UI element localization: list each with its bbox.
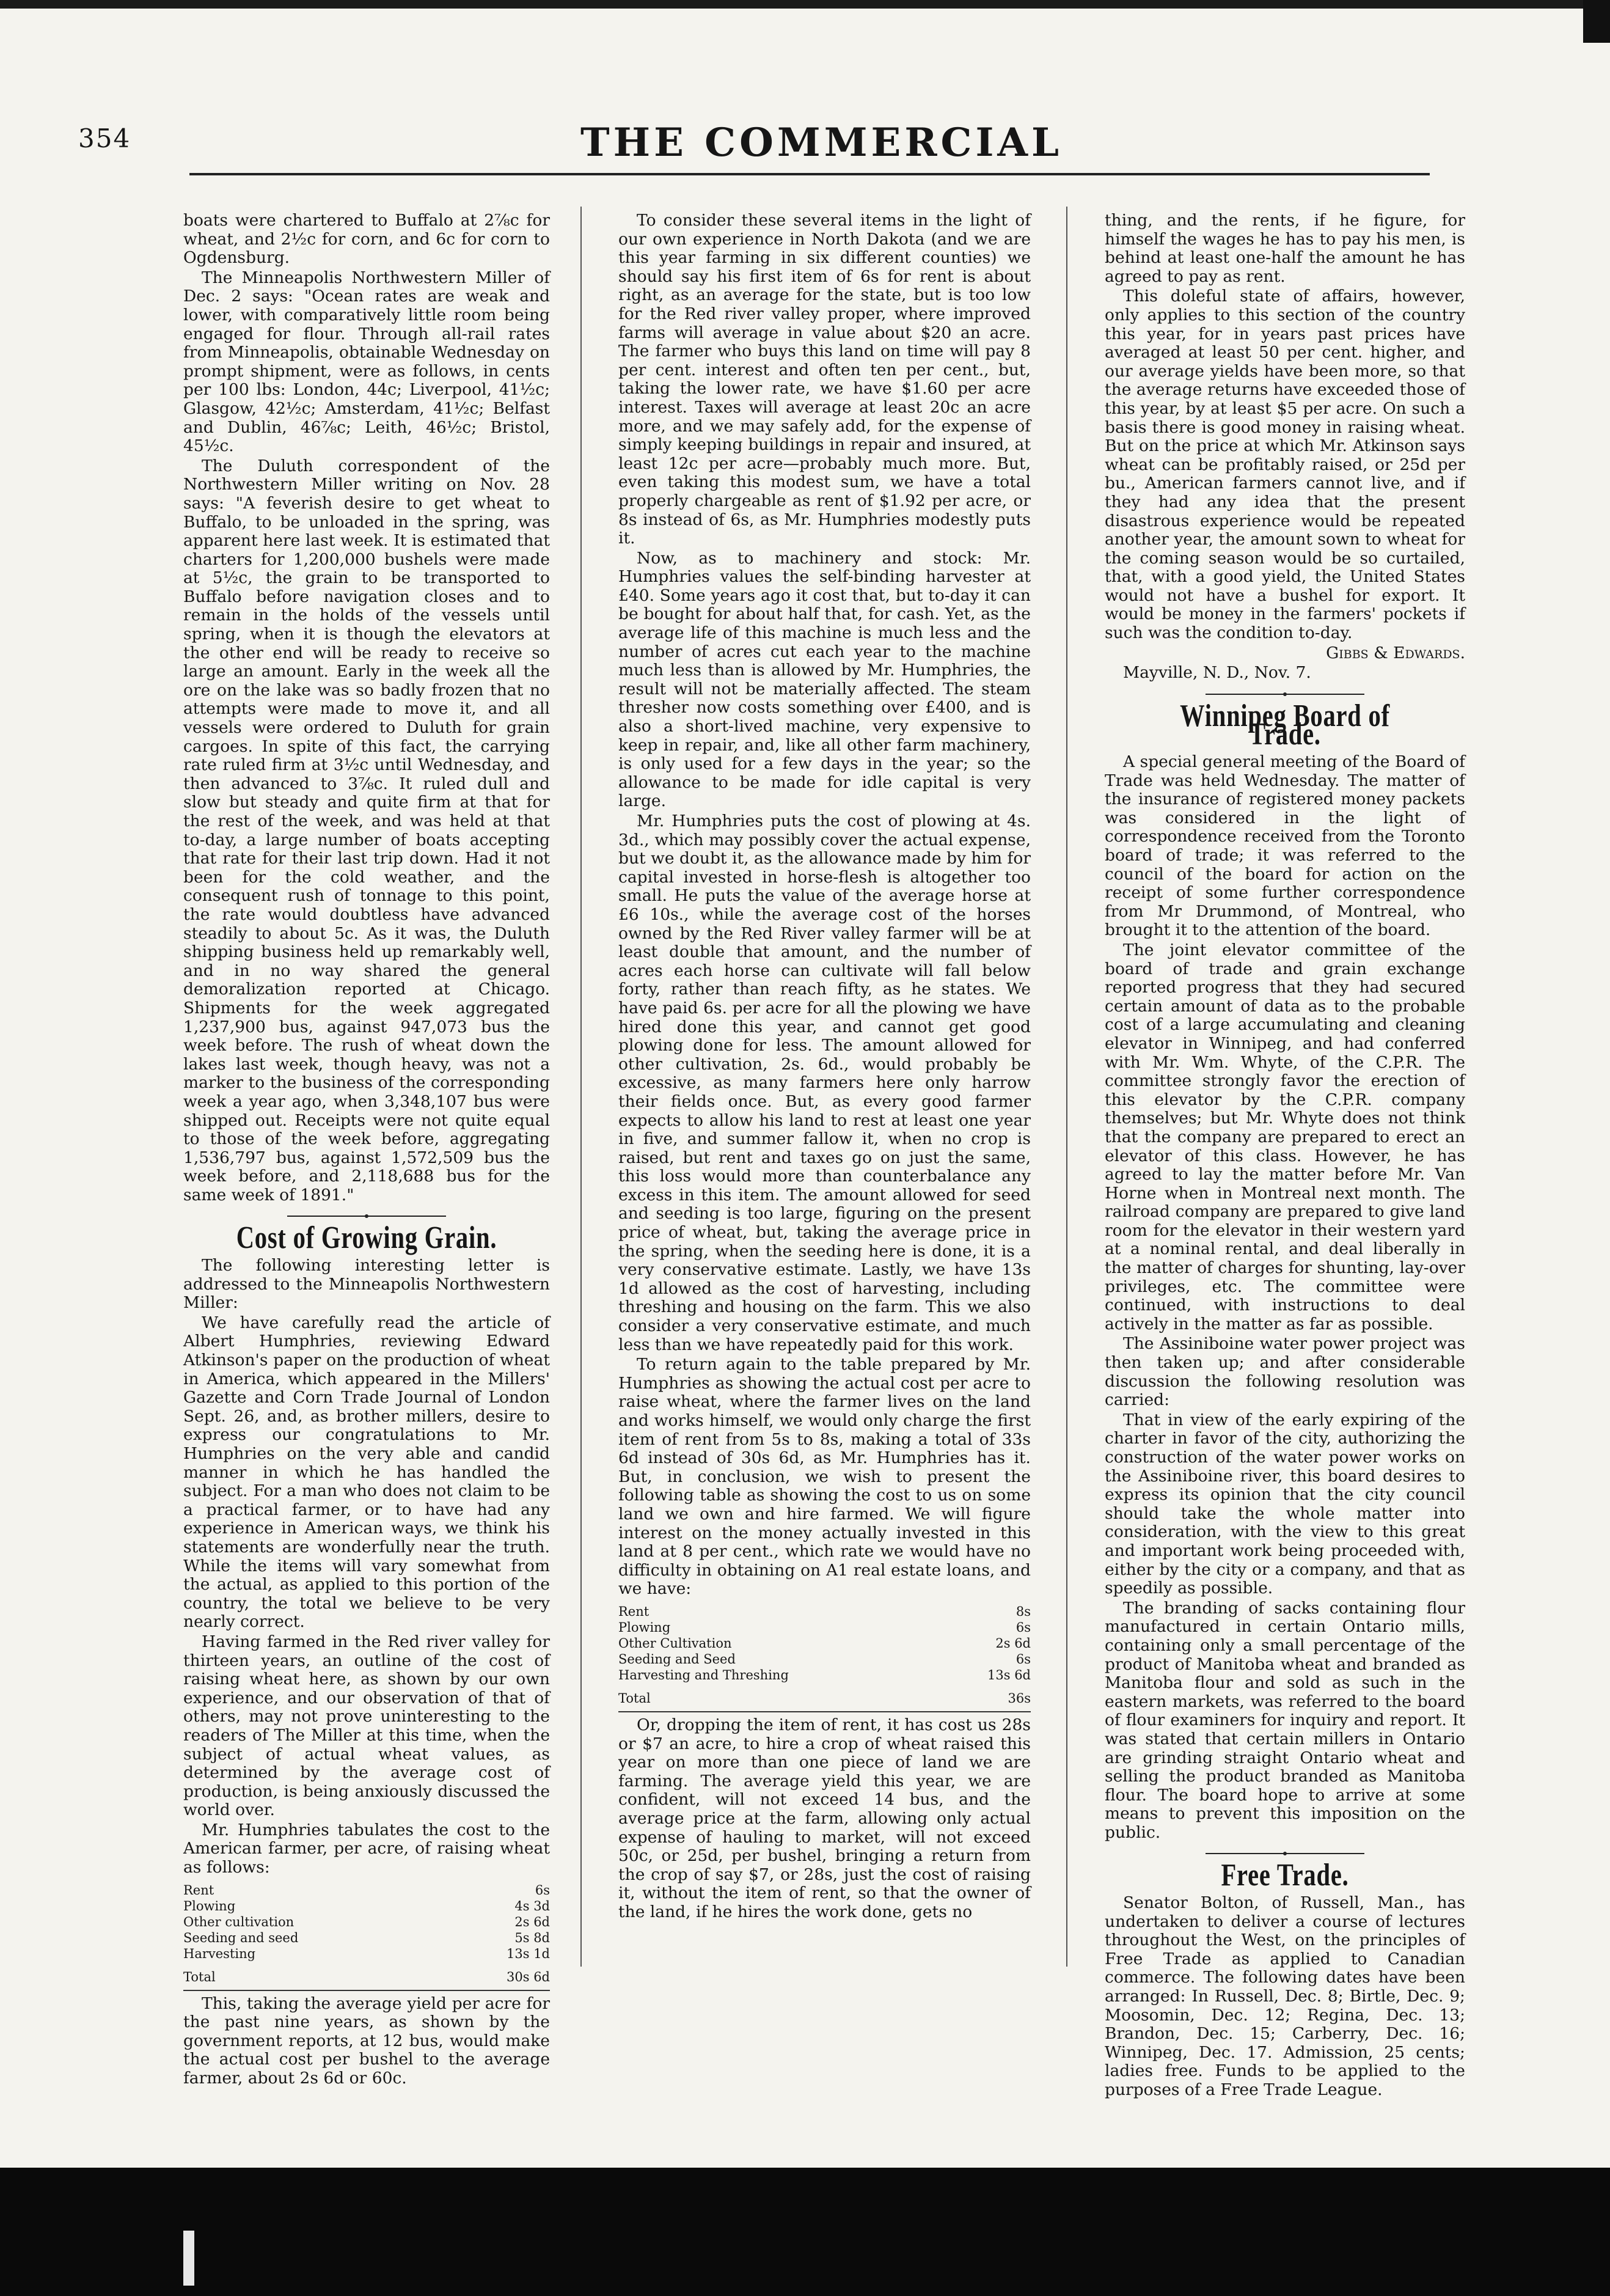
article-paragraph: The following interesting letter is addressed to the Minneapolis Northwestern Miller: [183, 1256, 550, 1313]
article-paragraph: The Assiniboine water power project was then taken up; and after considerable discussion the following resolution was carried: [1105, 1334, 1465, 1410]
scan-edge-top [0, 0, 1610, 9]
section-divider [287, 1214, 446, 1218]
article-paragraph: Having farmed in the Red river valley for thirteen years, an outline of the cost of raising wheat here, as shown by our own experience, and our observation of that of others, may not prove uninteresting to the readers of The Miller at this time, when the subject of actual wheat values, as determined by the average cost of production, is being anxiously discussed the world over. [183, 1632, 550, 1820]
article-paragraph: The branding of sacks containing flour manufactured in certain Ontario mills, containing only a small percentage of the product of Manitoba wheat and branded as Manitoba flour and sold as such in the eastern markets, was referred to the board of flour examiners for inquiry and report. It was stated that certain millers in Ontario are grinding straight Ontario wheat and selling the product branded as Manitoba flour. The board hope to arrive at some means to prevent this imposition on the public. [1105, 1598, 1465, 1842]
article-paragraph: A special general meeting of the Board of Trade was held Wednesday. The matter of the insurance of registered money packets was considered in the light of correspondence received from the Toronto board of trade; it was referred to the council of the board for action on the receipt of some further correspondence from Mr Drummond, of Montreal, who brought it to the attention of the board. [1105, 752, 1465, 940]
article-paragraph: To return again to the table prepared by Mr. Humphries as showing the actual cost per acre to raise wheat, where the farmer lives on the land and works himself, we would only charge the first item of rent from 5s to 8s, making a total of 33s 6d instead of 30s 6d, as Mr. Humphries has it. But, in conclusion, we wish to present the following table as showing the cost to us on some land we own and hire farmed. We will figure interest on the money actually invested in this land at 8 per cent., which rate we would have no difficulty in obtaining on A1 real estate loans, and we have: [618, 1355, 1031, 1599]
cost-table-north-dakota [618, 1604, 1031, 1706]
scan-corner-mark [1583, 0, 1610, 43]
table-label: Other cultivation [183, 1914, 295, 1929]
column-two [618, 211, 1031, 1923]
table-row [183, 1882, 550, 1898]
article-paragraph: Mr. Humphries tabulates the cost to the American farmer, per acre, of raising wheat as follows: [183, 1820, 550, 1877]
letter-signature: Gibbs & Edwards. [1326, 643, 1465, 662]
article-paragraph: The Minneapolis Northwestern Miller of Dec. 2 says: "Ocean rates are weak and lower, with comparatively little room being engaged for flour. Through all-rail rates from Minneapolis, obtainable Wednesday on prompt shipment, were as follows, in cents per 100 lbs: London, 44c; Liverpool, 41½c; Glasgow, 42½c; Amsterdam, 41½c; Belfast and Dublin, 46⅞c; Leith, 46½c; Bristol, 45½c. [183, 268, 550, 456]
table-row [618, 1604, 1031, 1619]
heading-winnipeg-board-of-trade: Winnipeg Board of Trade. [1180, 698, 1390, 752]
table-rule [183, 1990, 550, 1991]
table-rule [618, 1711, 1031, 1712]
section-divider [1206, 1852, 1364, 1855]
header-rule [189, 173, 1430, 175]
table-label: Seeding and Seed [618, 1651, 736, 1667]
table-row [618, 1667, 1031, 1683]
heading-free-trade: Free Trade. [1221, 1858, 1349, 1893]
article-paragraph: boats were chartered to Buffalo at 2⅞c for wheat, and 2½c for corn, and 6c for corn to Ogdensburg. [183, 211, 550, 268]
table-total-label: Total [618, 1690, 651, 1706]
table-value: 8s [1015, 1604, 1031, 1619]
article-paragraph: To consider these several items in the light of our own experience in North Dakota (and we are this year farming in six different counties) we should say his first item of 6s for rent is about right, as an average for the state, but is too low for the Red river valley proper, where improved farms will average in value about $20 an acre. The farmer who buys this land on time will pay 8 per cent. interest and often ten per cent., but, taking the lower rate, we have $1.60 per acre interest. Taxes will average at least 20c an acre more, and we may safely add, for the expense of simply keeping buildings in repair and insured, at least 12c per acre—probably much more. But, even taking this modest sum, we have a total properly chargeable as rent of $1.92 per acre, or 8s instead of 6s, as Mr. Humphries modestly puts it. [618, 211, 1031, 548]
column-rule-left [580, 207, 582, 1967]
table-value: 5s 8d [514, 1930, 550, 1945]
heading-cost-of-growing-grain: Cost of Growing Grain. [236, 1220, 497, 1256]
article-paragraph: thing, and the rents, if he figure, for himself the wages he has to pay his men, is behind at least one-half the amount he has agreed to pay as rent. [1105, 211, 1465, 286]
table-value: 13s 1d [507, 1946, 550, 1961]
article-paragraph: Or, dropping the item of rent, it has cost us 28s or $7 an acre, to hire a crop of wheat raised this year on more than one piece of land we are farming. The average yield this year, we are confident, will not exceed 14 bus, and the average price at the farm, allowing only actual expense of hauling to market, will not exceed 50c, or 25d, per bushel, bringing a return from the crop of say $7, or 28s, just the cost of raising it, without the item of rent, so that the owner of the land, if he hires the work done, gets no [618, 1715, 1031, 1921]
table-row [183, 1914, 550, 1930]
table-row [183, 1946, 550, 1962]
scan-edge-bottom [0, 2168, 1610, 2296]
table-label: Seeding and seed [183, 1930, 299, 1945]
table-row [618, 1619, 1031, 1635]
article-paragraph: Mr. Humphries puts the cost of plowing at 4s. 3d., which may possibly cover the actual expense, but we doubt it, as the allowance made by him for capital invested in horse-flesh is altogether too small. He puts the value of the average horse at £6 10s., while the average cost of the horses owned by the Red River valley farmer will be at least double that amount, and the number of acres each horse can cultivate will fall below forty, rather than reach fifty, as he states. We have paid 6s. per acre for all the plowing we have hired done this year, and cannot get good plowing done for less. The amount allowed for other cultivation, 2s. 6d., would probably be excessive, as many farmers here only harrow their fields once. But, as every good farmer expects to allow his land to rest at least one year in five, and summer fallow it, when no crop is raised, but rent and taxes go on just the same, this loss would more than counterbalance any excess in this item. The amount allowed for seed and seeding is too large, figuring on the present price of wheat, but, taking the average price in the spring, when the seeding here is done, it is a very conservative estimate. Lastly, we have 13s 1d allowed as the cost of harvesting, including threshing and housing on the farm. This we also consider a very conservative estimate, and much less than we have repeatedly paid for this work. [618, 812, 1031, 1354]
column-one [183, 211, 550, 2089]
column-rule-right [1066, 207, 1067, 1967]
table-value: 2s 6d [995, 1635, 1031, 1651]
masthead-title: THE COMMERCIAL [580, 120, 1063, 166]
table-label: Plowing [618, 1619, 671, 1635]
article-paragraph: We have carefully read the article of Albert Humphries, reviewing Edward Atkinson's paper on the production of wheat in America, which appeared in the Millers' Gazette and Corn Trade Journal of London Sept. 26, and, as brother millers, desire to express our congratulations to Mr. Humphries on the very able and candid manner in which he has handled the subject. For a man who does not claim to be a practical farmer, or to have had any experience in American ways, we think his statements are wonderfully near the truth. While the items will vary somewhat from the actual, as applied to this portion of the country, the total we believe to be very nearly correct. [183, 1313, 550, 1632]
table-total-value: 30s 6d [507, 1969, 550, 1984]
table-value: 2s 6d [514, 1914, 550, 1929]
table-label: Rent [618, 1604, 649, 1619]
table-row [183, 1898, 550, 1914]
table-row [618, 1635, 1031, 1651]
table-label: Harvesting and Threshing [618, 1667, 789, 1682]
page-number: 354 [78, 123, 131, 153]
article-paragraph: Senator Bolton, of Russell, Man., has undertaken to deliver a course of lectures throughout the West, on the principles of Free Trade as applied to Canadian commerce. The following dates have been arranged: In Russell, Dec. 8; Birtle, Dec. 9; Moosomin, Dec. 12; Regina, Dec. 13; Brandon, Dec. 15; Carberry, Dec. 16; Winnipeg, Dec. 17. Admission, 25 cents; ladies free. Funds to be applied to the purposes of a Free Trade League. [1105, 1893, 1465, 2099]
table-row [618, 1651, 1031, 1667]
table-label: Plowing [183, 1898, 236, 1913]
table-value: 13s 6d [987, 1667, 1031, 1682]
article-paragraph: That in view of the early expiring of the charter in favor of the city, authorizing the construction of the water power works on the Assiniboine river, this board desires to express its opinion that the city council should take the whole matter into consideration, with the view to this great and important work being proceeded with, either by the city or a company, and that as speedily as possible. [1105, 1410, 1465, 1598]
table-total-row [618, 1683, 1031, 1706]
table-total-label: Total [183, 1969, 216, 1984]
table-total-value: 36s [1008, 1690, 1031, 1706]
table-value: 6s [535, 1882, 550, 1898]
table-total-row [183, 1962, 550, 1985]
article-paragraph: Now, as to machinery and stock: Mr. Humphries values the self-binding harvester at £40. Some years ago it cost that, but to-day it can be bought for about half that, for cash. Yet, as the average life of this machine is much less and the number of acres cut each year to the machine much less than is allowed by Mr. Humphries, the result will not be materially affected. The steam thresher now costs something over £400, and is also a short-lived machine, very expensive to keep in repair, and, like all other farm machinery, is only used for a few days in the year; so the allowance to be made for idle capital is very large. [618, 548, 1031, 811]
article-paragraph: The joint elevator committee of the board of trade and grain exchange reported progress that they had secured certain amount of data as to the probable cost of a large accumulating and cleaning elevator in Winnipeg, and had conferred with Mr. Wm. Whyte, of the C.P.R. The committee strongly favor the erection of this elevator by the C.P.R. company themselves; but Mr. Whyte does not think that the company are prepared to erect an elevator of this class. However, he has agreed to lay the matter before Mr. Van Horne when in Montreal next month. The railroad company are prepared to give land room for the elevator in their western yard at a nominal rental, and deal liberally in the matter of charges for shunting, lay-over privileges, etc. The committee were continued, with instructions to deal actively in the matter as far as possible. [1105, 940, 1465, 1333]
article-paragraph: This doleful state of affairs, however, only applies to this section of the country this year, for in years past prices have averaged at least 50 per cent. higher, and our average yields have been more, so that the average returns have exceeded those of this year, by at least $5 per acre. On such a basis there is good money in raising wheat. But on the price at which Mr. Atkinson says wheat can be profitably raised, or 25d per bu., American farmers cannot live, and if they had any idea that the present disastrous experience would be repeated another year, the amount sown to wheat for the coming season would be so curtailed, that, with a good yield, the United States would not have a bushel for export. It would be money in the farmers' pockets if such was the condition to-day. [1105, 287, 1465, 643]
table-value: 6s [1015, 1619, 1031, 1635]
table-value: 4s 3d [514, 1898, 550, 1913]
table-label: Harvesting [183, 1946, 256, 1961]
scan-marker [183, 2231, 194, 2286]
table-label: Rent [183, 1882, 214, 1898]
cost-table-humphries [183, 1882, 550, 1985]
article-paragraph: The Duluth correspondent of the Northwestern Miller writing on Nov. 28 says: "A feverish desire to get wheat to Buffalo, to be unloaded in the spring, was apparent here last week. It is estimated that charters for 1,200,000 bushels were made at 5½c, the grain to be transported to Buffalo before navigation closes and to remain in the holds of the vessels until spring, when it is though the elevators at the other end will be ready to receive so large an amount. Early in the week all the ore on the lake was so badly frozen that no attempts were made to move it, and all vessels were ordered to Duluth for grain cargoes. In spite of this fact, the carrying rate ruled firm at 3½c until Wednesday, and then advanced to 3⅞c. It ruled dull and slow but steady and quite firm at that for the rest of the week, and was held at that to-day, a large number of boats accepting that rate for their last trip down. Had it not been for the cold weather, and the consequent rush of tonnage to this point, the rate would doubtless have advanced steadily to about 5c. As it was, the Duluth shipping business held up remarkably well, and in no way shared the general demoralization reported at Chicago. Shipments for the week aggregated 1,237,900 bus, against 947,073 bus the week before. The rush of wheat down the lakes last week, though heavy, was not a marker to the business of the corresponding week a year ago, when 3,348,107 bus were shipped out. Receipts were not quite equal to those of the week before, aggregating 1,536,797 bus, against 1,572,509 bus the week before, and 2,118,688 bus for the same week of 1891." [183, 456, 550, 1205]
letter-dateline: Mayville, N. D., Nov. 7. [1123, 663, 1311, 683]
article-paragraph: This, taking the average yield per acre for the past nine years, as shown by the government reports, at 12 bus, would make the actual cost per bushel to the average farmer, about 2s 6d or 60c. [183, 1993, 550, 2088]
table-value: 6s [1015, 1651, 1031, 1667]
table-row [183, 1930, 550, 1946]
section-divider [1206, 692, 1364, 696]
column-three [1105, 211, 1465, 2101]
table-label: Other Cultivation [618, 1635, 732, 1651]
